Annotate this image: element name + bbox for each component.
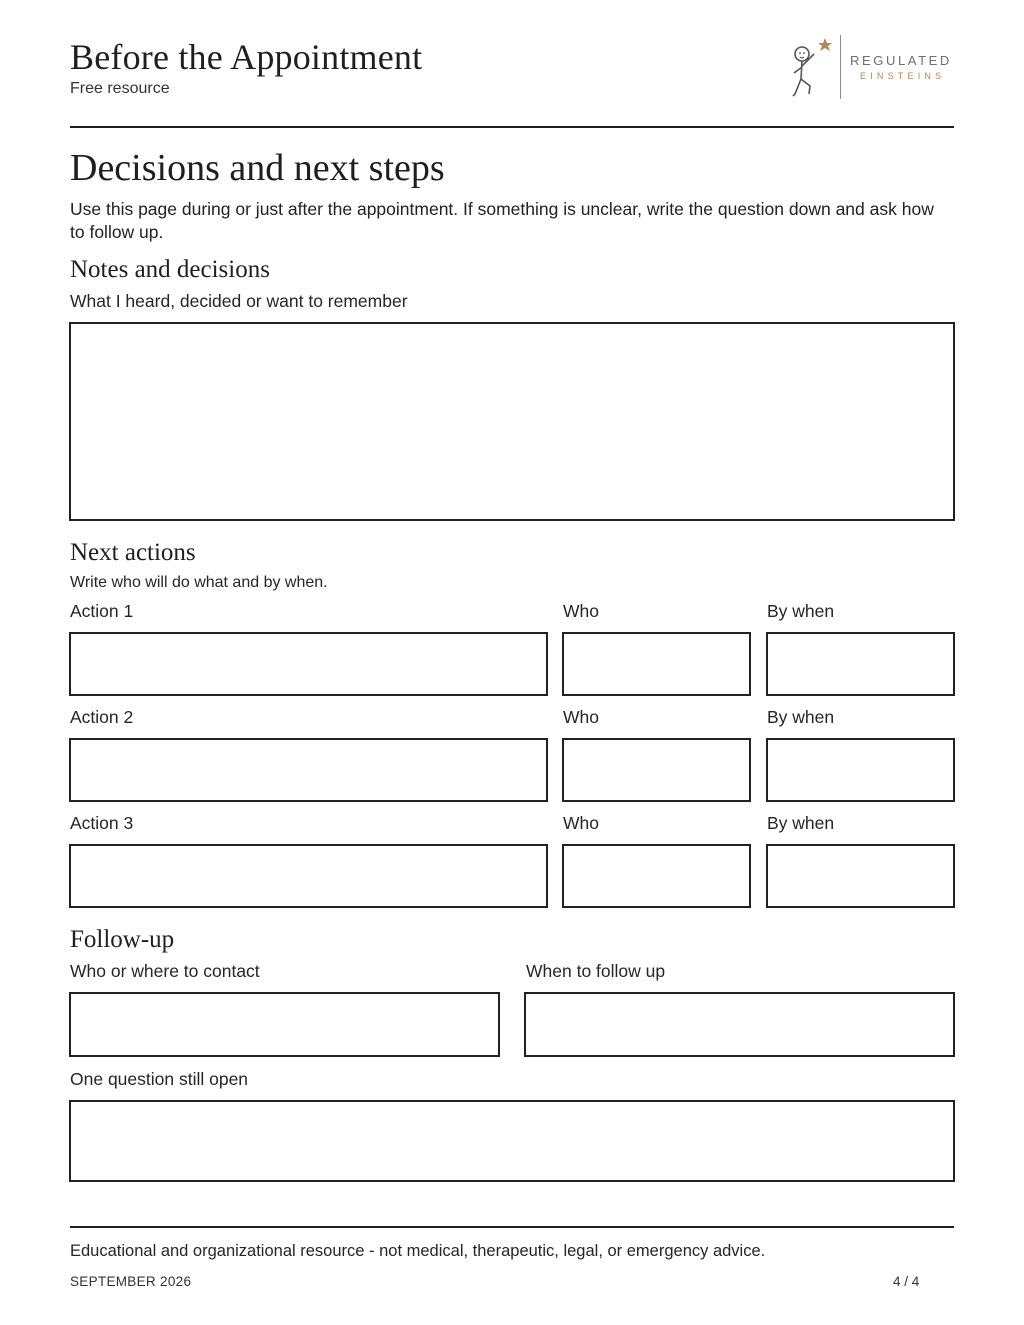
action-2-by-when-field[interactable] [766,738,955,802]
follow-up-when-field[interactable] [524,992,955,1057]
next-actions-hint: Write who will do what and by when. [70,574,328,591]
action-1-who-label: Who [563,601,599,621]
action-2-field[interactable] [69,738,548,802]
follow-up-when-label: When to follow up [526,961,666,981]
contact-field[interactable] [69,992,500,1057]
contact-label: Who or where to contact [70,961,260,981]
action-1-by-when-field[interactable] [766,632,955,696]
notes-field[interactable] [69,322,955,521]
logo-divider [840,35,841,99]
action-3-by-when-field[interactable] [766,844,955,908]
stick-figure-reaching-star-icon [784,32,840,102]
action-3-label: Action 3 [70,813,134,833]
action-2-by-when-label: By when [767,707,835,727]
action-3-who-field[interactable] [562,844,751,908]
document-title: Before the Appointment [70,37,423,77]
follow-up-heading: Follow-up [70,926,175,953]
footer-disclaimer: Educational and organizational resource - not medical, therapeutic, legal, or emergency advice. [70,1242,766,1260]
action-3-field[interactable] [69,844,548,908]
page-number: 4 / 4 [893,1274,920,1289]
footer-date: SEPTEMBER 2026 [70,1274,192,1289]
intro-text: Use this page during or just after the appointment. If something is unclear, write the question down and ask how to follow up. [70,199,934,242]
header-divider [70,126,954,128]
next-actions-heading: Next actions [70,539,196,566]
action-2-label: Action 2 [70,707,134,727]
open-question-label: One question still open [70,1069,249,1089]
notes-heading: Notes and decisions [70,256,270,283]
action-2-who-label: Who [563,707,599,727]
action-1-label: Action 1 [70,601,134,621]
logo-wordmark-primary: REGULATED [850,53,952,68]
action-2-who-field[interactable] [562,738,751,802]
open-question-field[interactable] [69,1100,955,1182]
action-1-field[interactable] [69,632,548,696]
action-3-who-label: Who [563,813,599,833]
logo-wordmark-secondary: EINSTEINS [860,71,946,81]
action-1-by-when-label: By when [767,601,835,621]
action-3-by-when-label: By when [767,813,835,833]
action-1-who-field[interactable] [562,632,751,696]
page-title: Decisions and next steps [70,147,445,189]
document-subtitle: Free resource [70,80,170,97]
notes-label: What I heard, decided or want to remember [70,291,408,311]
footer-divider [70,1226,954,1228]
